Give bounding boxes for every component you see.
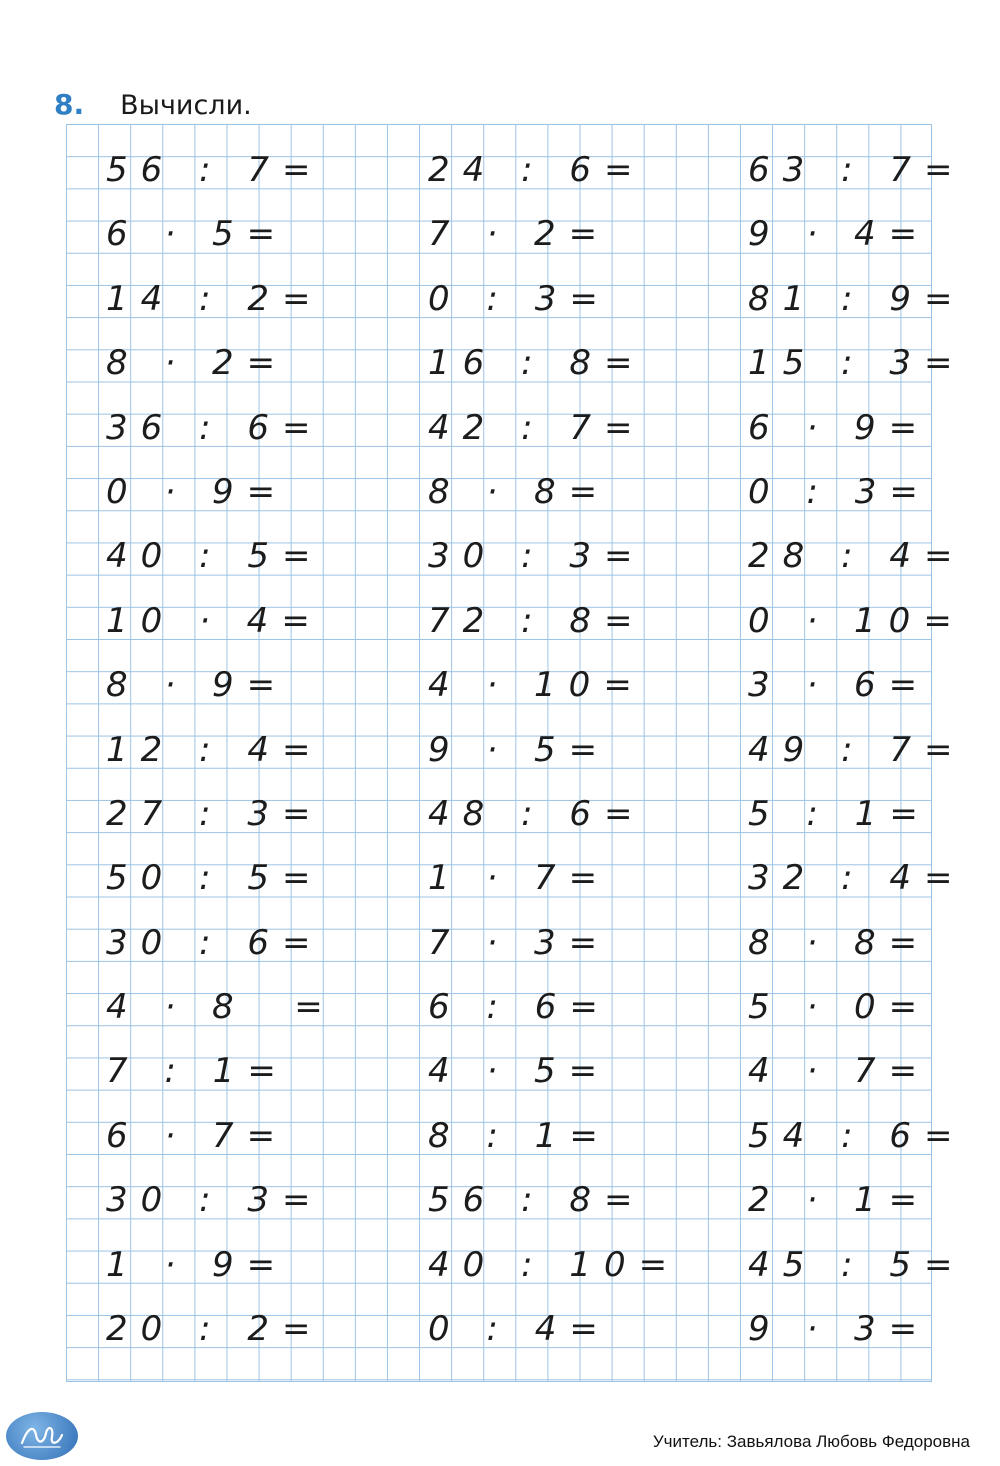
exercise[interactable]: 4 · 10= [428,665,645,706]
exercise[interactable]: 72 : 8= [428,600,646,641]
exercise[interactable]: 15 : 3= [748,343,966,384]
exercise[interactable]: 4 · 5= [428,1051,611,1092]
exercise[interactable]: 3 · 6= [748,665,931,706]
teacher-credit: Учитель: Завьялова Любовь Федоровна [652,1432,970,1451]
exercise[interactable]: 12 : 4= [106,729,324,770]
exercise[interactable]: 49 : 7= [748,729,966,770]
exercise[interactable]: 48 : 6= [428,793,646,834]
exercise[interactable]: 7 · 3= [428,922,611,963]
exercise[interactable]: 1 · 7= [428,858,611,899]
signature-logo-icon [6,1412,78,1460]
exercise-column-2 [428,138,680,1361]
exercise[interactable]: 14 : 2= [106,278,324,319]
exercise[interactable]: 45 : 5= [748,1244,966,1285]
exercise[interactable]: 27 : 3= [106,793,324,834]
exercise-column-1 [106,138,336,1361]
exercise[interactable]: 54 : 6= [748,1115,966,1156]
exercise[interactable]: 30 : 3= [106,1180,324,1221]
exercise[interactable]: 24 : 6= [428,150,646,190]
exercise[interactable]: 32 : 4= [748,858,966,899]
exercise[interactable]: 7 · 2= [428,214,611,255]
exercise[interactable]: 40 : 5= [106,536,324,577]
exercise[interactable]: 7 : 1= [106,1051,289,1092]
exercise[interactable]: 30 : 6= [106,922,324,963]
exercise[interactable]: 0 · 10= [748,600,965,641]
exercise[interactable]: 9 · 5= [428,729,611,770]
exercise[interactable]: 8 · 8= [428,471,611,512]
task-number: 8. [54,88,85,121]
exercise[interactable]: 30 : 3= [428,536,646,577]
exercise[interactable]: 0 · 9= [106,471,289,512]
exercise[interactable]: 8 · 2= [106,343,289,384]
exercise[interactable]: 16 : 8= [428,343,646,384]
exercise[interactable]: 10 · 4= [106,600,323,641]
exercise-column-3 [748,138,965,1361]
task-title: Вычисли. [120,90,252,121]
exercise[interactable]: 9 · 3= [748,1309,931,1350]
exercise[interactable]: 6 · 7= [106,1115,289,1156]
exercise[interactable]: 6 · 9= [748,407,931,448]
task-header [54,88,252,121]
exercise[interactable]: 8 · 8= [748,922,931,963]
exercise[interactable]: 0 : 3= [748,471,931,512]
exercise[interactable]: 8 · 9= [106,665,289,706]
exercise[interactable]: 2 · 1= [748,1180,931,1221]
exercise[interactable]: 4 · 8 = [106,987,336,1028]
exercise[interactable]: 4 · 7= [748,1051,931,1092]
exercise[interactable]: 81 : 9= [748,278,966,319]
exercise[interactable]: 36 : 6= [106,407,324,448]
exercise[interactable]: 9 · 4= [748,214,931,255]
exercise[interactable]: 56 : 8= [428,1180,646,1221]
exercise[interactable]: 0 : 4= [428,1309,611,1350]
exercise[interactable]: 0 : 3= [428,278,611,319]
exercise[interactable]: 50 : 5= [106,858,324,899]
exercise[interactable]: 6 · 5= [106,214,289,255]
exercise[interactable]: 5 : 1= [748,793,931,834]
exercise[interactable]: 20 : 2= [106,1309,324,1350]
exercise[interactable]: 63 : 7= [748,150,966,190]
exercise[interactable]: 8 : 1= [428,1115,611,1156]
exercise[interactable]: 42 : 7= [428,407,646,448]
exercise[interactable]: 1 · 9= [106,1244,289,1285]
exercise[interactable]: 56 : 7= [106,150,324,190]
exercise[interactable]: 28 : 4= [748,536,966,577]
exercise[interactable]: 6 : 6= [428,987,611,1028]
exercise[interactable]: 40 : 10= [428,1244,681,1285]
exercise[interactable]: 5 · 0= [748,987,931,1028]
